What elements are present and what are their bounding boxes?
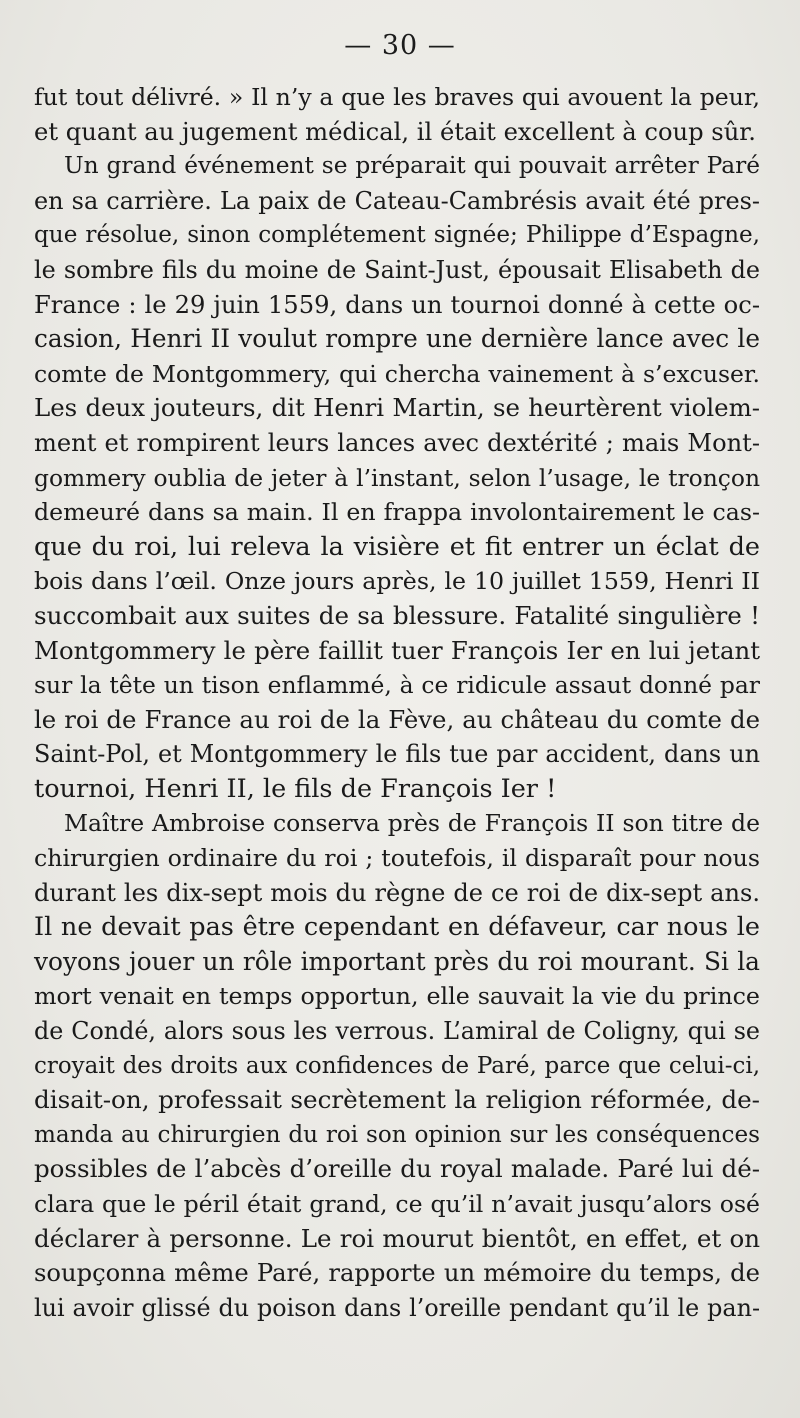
- text-line: Montgommery le père faillit tuer François Ier en lui jetant: [34, 635, 760, 665]
- text-line: tournoi, Henri II, le fils de François Ier !: [34, 773, 557, 804]
- text-line: croyait des droits aux confidences de Paré, parce que celui-ci,: [34, 1052, 760, 1079]
- text-line: Il ne devait pas être cependant en défaveur, car nous le: [34, 912, 760, 943]
- text-line: soupçonna même Paré, rapporte un mémoire du temps, de: [34, 1259, 760, 1288]
- text-line: Les deux jouteurs, dit Henri Martin, se heurtèrent violem-: [34, 393, 760, 423]
- text-line: clara que le péril était grand, ce qu’il n’avait jusqu’alors osé: [34, 1190, 760, 1218]
- text-line: lui avoir glissé du poison dans l’oreille pendant qu’il le pan-: [34, 1293, 760, 1322]
- text-line: que résolue, sinon complétement signée; Philippe d’Espagne,: [34, 222, 760, 249]
- text-line: sur la tête un tison enflammé, à ce ridicule assaut donné par: [34, 671, 760, 700]
- text-line: et quant au jugement médical, il était excellent à coup sûr.: [34, 117, 756, 146]
- text-line: Maître Ambroise conserva près de François II son titre de: [64, 809, 760, 838]
- text-line: gommery oublia de jeter à l’instant, selon l’usage, le tronçon: [34, 463, 760, 492]
- text-line: manda au chirurgien du roi son opinion sur les conséquences: [34, 1121, 760, 1148]
- text-line: chirurgien ordinaire du roi ; toutefois, il disparaît pour nous: [34, 844, 760, 873]
- text-line: que du roi, lui releva la visière et fit entrer un éclat de: [34, 531, 760, 562]
- text-line: disait-on, professait secrètement la religion réformée, de-: [34, 1085, 760, 1115]
- text-line: le roi de France au roi de la Fève, au château du comte de: [34, 704, 760, 734]
- text-line: mort venait en temps opportun, elle sauvait la vie du prince: [34, 982, 760, 1011]
- text-line: casion, Henri II voulut rompre une dernière lance avec le: [34, 324, 760, 354]
- text-line: Un grand événement se préparait qui pouvait arrêter Paré: [64, 152, 760, 180]
- text-line: demeuré dans sa main. Il en frappa involontairement le cas-: [34, 498, 760, 527]
- text-line: succombait aux suites de sa blessure. Fatalité singulière !: [34, 600, 760, 630]
- text-line: voyons jouer un rôle important près du roi mourant. Si la: [34, 946, 760, 976]
- body-text: [34, 80, 760, 1325]
- text-line: le sombre fils du moine de Saint-Just, épousait Elisabeth de: [34, 255, 760, 284]
- text-line: déclarer à personne. Le roi mourut bientôt, en effet, et on: [34, 1223, 760, 1253]
- text-line: ment et rompirent leurs lances avec dextérité ; mais Mont-: [34, 428, 760, 457]
- text-line: comte de Montgommery, qui chercha vainement à s’excuser.: [34, 359, 760, 388]
- text-line: de Condé, alors sous les verrous. L’amiral de Coligny, qui se: [34, 1017, 760, 1046]
- text-line: en sa carrière. La paix de Cateau-Cambrésis avait été pres-: [34, 186, 760, 215]
- text-line: Saint-Pol, et Montgommery le fils tue par accident, dans un: [34, 740, 760, 769]
- text-line: possibles de l’abcès d’oreille du royal malade. Paré lui dé-: [34, 1154, 760, 1184]
- page-number: — 30 —: [344, 30, 456, 61]
- text-line: fut tout délivré. » Il n’y a que les braves qui avouent la peur,: [34, 83, 760, 111]
- text-line: bois dans l’œil. Onze jours après, le 10 juillet 1559, Henri II: [34, 567, 760, 596]
- text-line: France : le 29 juin 1559, dans un tournoi donné à cette oc-: [34, 290, 760, 319]
- text-line: durant les dix-sept mois du règne de ce roi de dix-sept ans.: [34, 878, 760, 907]
